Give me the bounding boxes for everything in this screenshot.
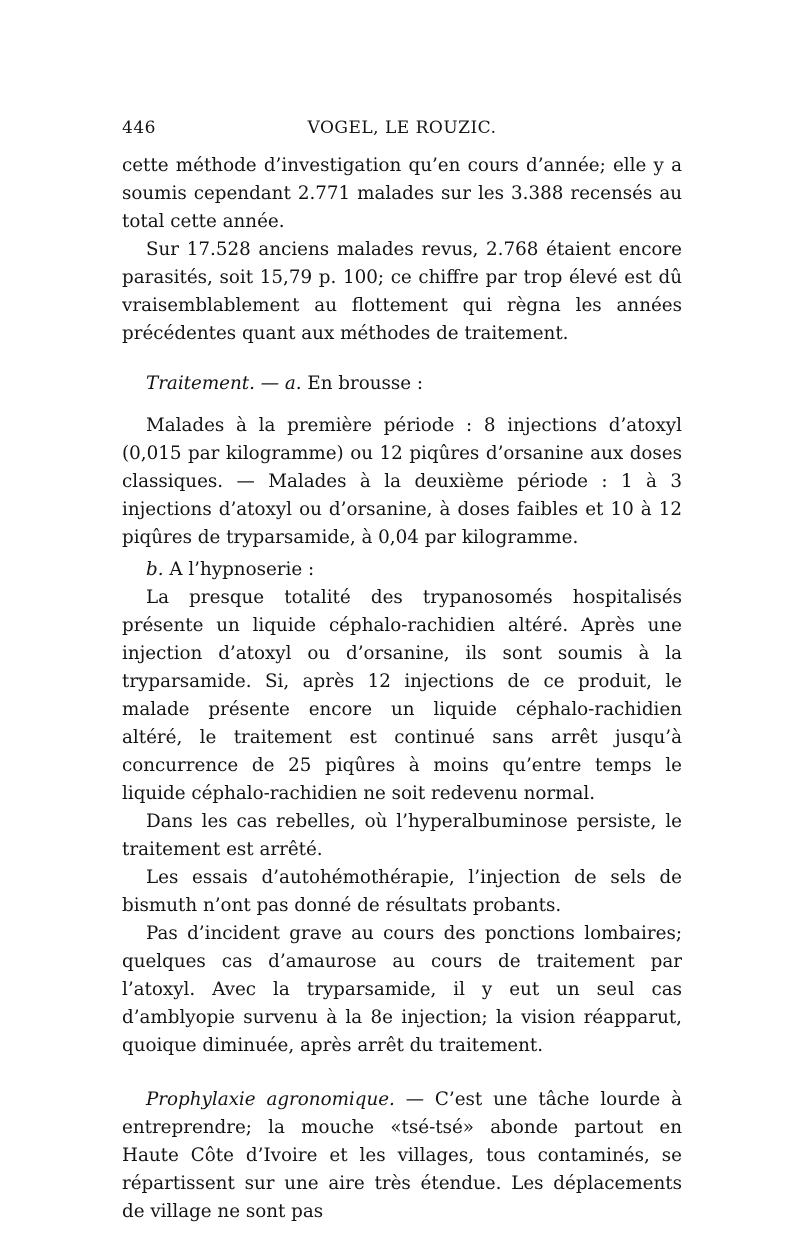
book-page <box>122 118 682 1226</box>
paragraph-parasite-stats: Sur 17.528 anciens malades revus, 2.768 étaient encore parasités, soit 15,79 p. 100; ce chiffre par trop élevé est dû vraisemblablement au flottement qui règna les années précédentes quant aux méthodes de traitement. <box>122 239 682 344</box>
prophylaxie-heading: Prophylaxie agronomique. <box>146 1089 395 1110</box>
section-spacer <box>122 398 682 412</box>
paragraph-prophylaxie <box>122 1086 682 1226</box>
prophylaxie-text: — C’est une tâche lourde à entreprendre; la mouche «tsé-tsé» abonde partout en Haute Côte d’Ivoire et les villages, tous contaminés, se répartissent sur une aire très étendue. Les déplacements de village ne sont pas <box>122 1089 682 1222</box>
paragraph-autohemotherapy: Les essais d’autohémothérapie, l’injection de sels de bismuth n’ont pas donné de résultats probants. <box>122 867 682 916</box>
section-spacer <box>122 1060 682 1086</box>
running-head <box>122 118 682 152</box>
page-number: 446 <box>122 118 156 138</box>
paragraph-brousse-treatment: Malades à la première période : 8 injections d’atoxyl (0,015 par kilogramme) ou 12 piqûres d’orsanine aux doses classiques. — Malades à la deuxième période : 1 à 3 injections d’atoxyl ou d’orsanine, à doses faibles et 10 à 12 piqûres de tryparsamide, à 0,04 par kilogramme. <box>122 415 682 548</box>
running-title: VOGEL, LE ROUZIC. <box>307 118 497 138</box>
paragraph-rebel-cases: Dans les cas rebelles, où l’hyperalbuminose persiste, le traitement est arrêté. <box>122 811 682 860</box>
hypnoserie-label: b. <box>146 559 164 580</box>
hypnoserie-heading <box>122 556 682 584</box>
paragraph-hypnoserie-protocol: La presque totalité des trypanosomés hospitalisés présente un liquide céphalo-rachidien altéré. Après une injection d’atoxyl ou d’orsanine, ils sont soumis à la tryparsamide. Si, après 12 injections de ce produit, le malade présente encore un liquide céphalo-rachidien altéré, le traitement est continué sans arrêt jusqu’à concurrence de 25 piqûres à moins qu’entre temps le liquide céphalo-rachidien ne soit redevenu normal. <box>122 587 682 804</box>
paragraph-intro-continuation: cette méthode d’investigation qu’en cours d’année; elle y a soumis cependant 2.771 malades sur les 3.388 recensés au total cette année. <box>122 155 682 232</box>
section-spacer <box>122 348 682 370</box>
traitement-heading <box>122 370 682 398</box>
paragraph-incidents: Pas d’incident grave au cours des ponctions lombaires; quelques cas d’amaurose au cours de traitement par l’atoxyl. Avec la tryparsamide, il y eut un seul cas d’amblyopie survenu à la 8e injection; la vision réapparut, quoique diminuée, après arrêt du traitement. <box>122 923 682 1056</box>
hypnoserie-heading-text: A l’hypnoserie : <box>163 559 315 580</box>
traitement-heading-italic: Traitement. — a. <box>146 373 302 394</box>
traitement-heading-text: En brousse : <box>301 373 424 394</box>
